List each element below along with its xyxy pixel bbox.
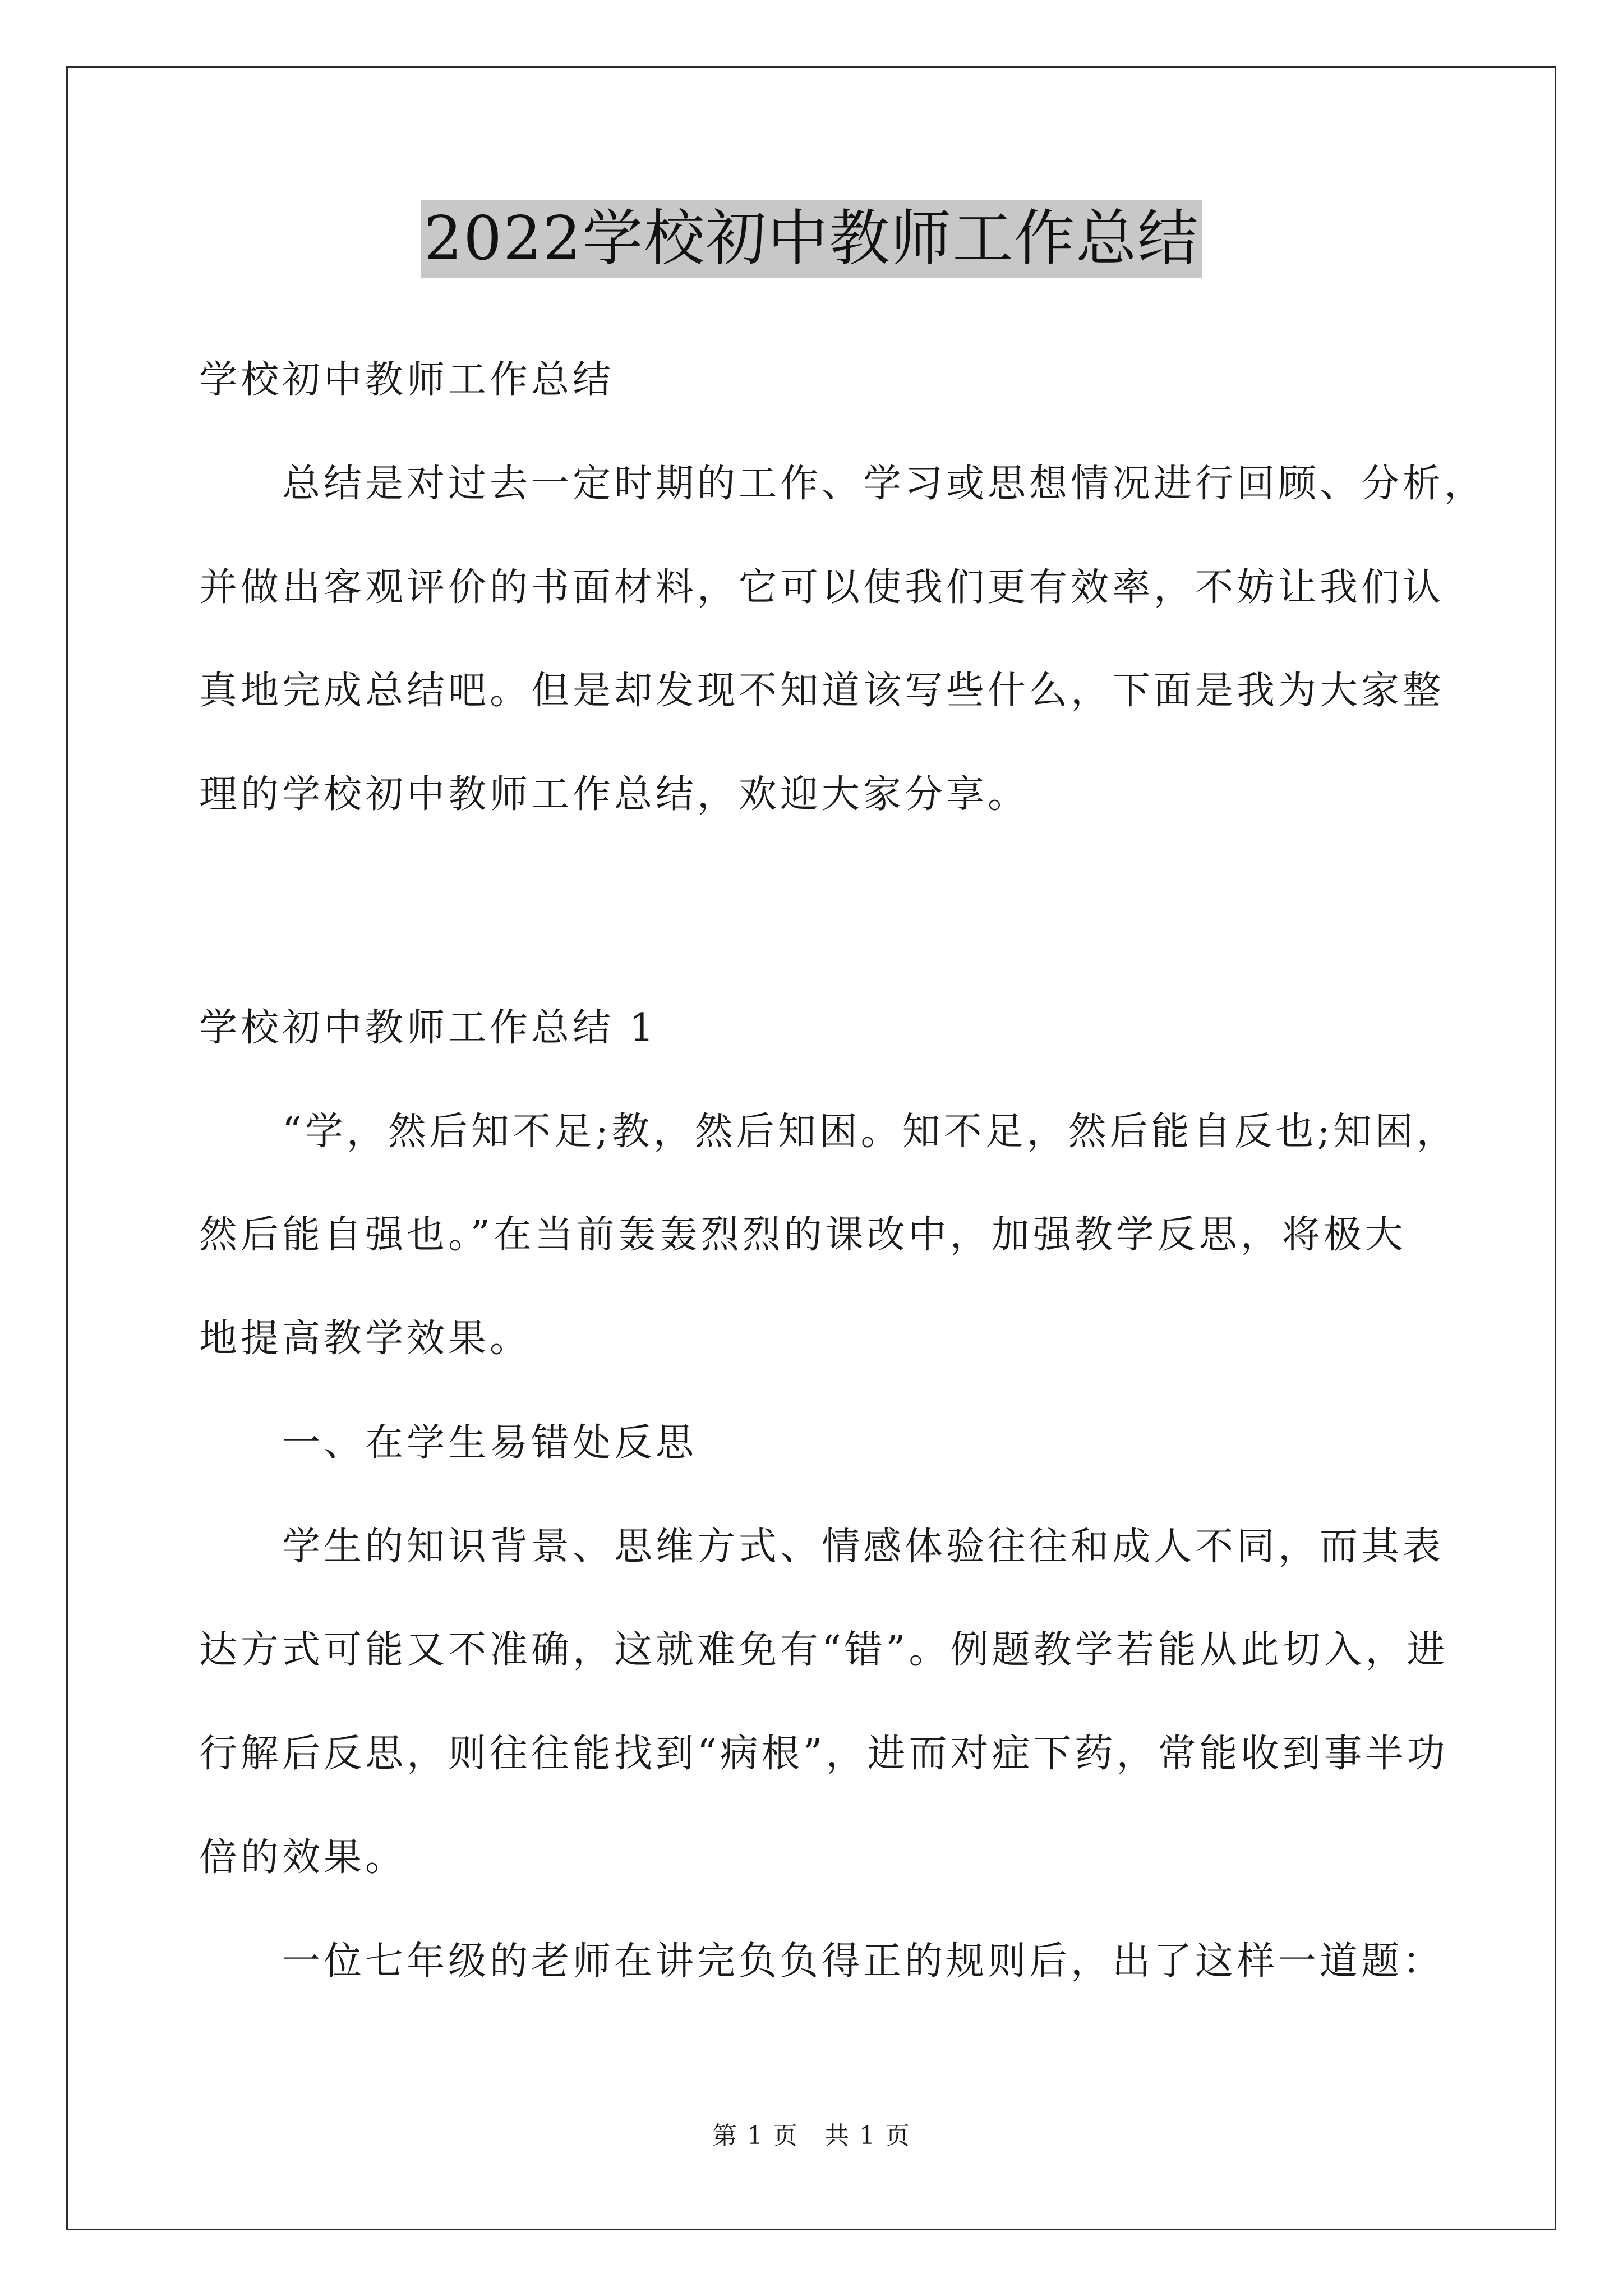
section-title: 学校初中教师工作总结 1 [199,1006,657,1050]
para-2-line-1: 一位七年级的老师在讲完负负得正的规则后，出了这样一道题： [282,1939,1445,1984]
document-title[interactable]: 2022学校初中教师工作总结 [421,200,1203,278]
document-subtitle: 学校初中教师工作总结 [199,358,615,402]
quote-line-1: “学，然后知不足;教，然后知困。知不足，然后能自反也;知困， [282,1110,1458,1154]
para-1-line-3: 行解后反思，则往往能找到“病根”，进而对症下药，常能收到事半功 [199,1732,1449,1776]
quote-line-3: 地提高教学效果。 [199,1317,532,1361]
quote-line-2: 然后能自强也。”在当前轰轰烈烈的课改中，加强教学反思，将极大 [199,1213,1407,1257]
para-1-line-2: 达方式可能又不准确，这就难免有“错”。例题教学若能从此切入，进 [199,1628,1449,1672]
page-footer: 第 1 页 共 1 页 [712,2122,911,2150]
intro-line-2: 并做出客观评价的书面材料，它可以使我们更有效率，不妨让我们认 [199,565,1445,610]
intro-line-3: 真地完成总结吧。但是却发现不知道该写些什么，下面是我为大家整 [199,669,1445,713]
para-1-line-1: 学生的知识背景、思维方式、情感体验往往和成人不同，而其表 [282,1525,1445,1569]
para-1-line-4: 倍的效果。 [199,1835,407,1880]
intro-line-1: 总结是对过去一定时期的工作、学习或思想情况进行回顾、分析， [282,462,1486,506]
intro-line-4: 理的学校初中教师工作总结，欢迎大家分享。 [199,772,1030,817]
title-container [0,200,1623,278]
heading-1: 一、在学生易错处反思 [282,1421,698,1465]
